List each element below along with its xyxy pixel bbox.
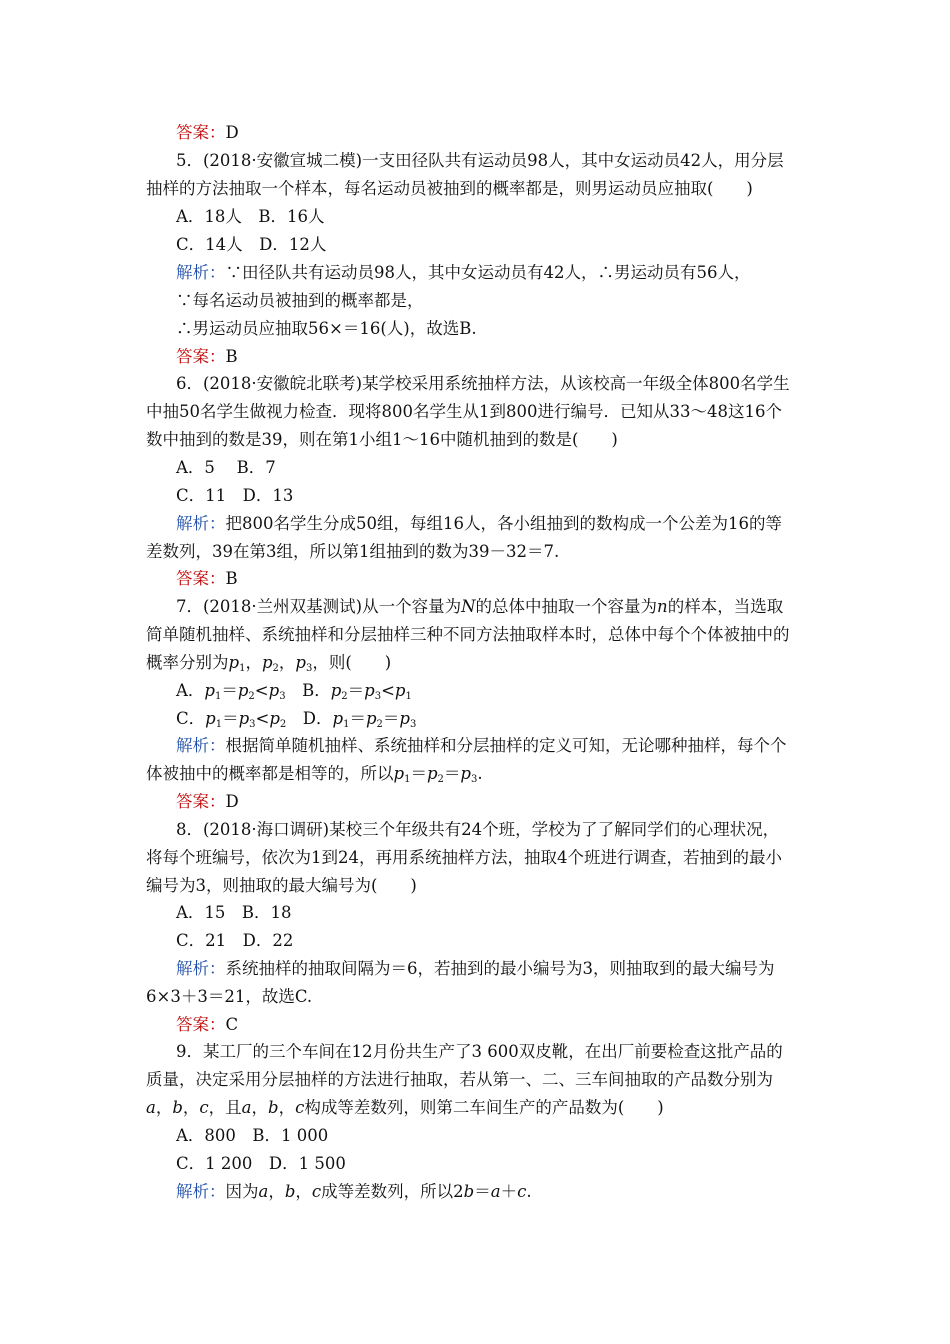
q8-stem-line1: 8．(2018·海口调研)某校三个年级共有24个班，学校为了了解同学们的心理状况， [176,820,780,839]
q7-stem-line2: 简单随机抽样、系统抽样和分层抽样三种不同方法抽取样本时，总体中每个个体被抽中的 [146,625,790,644]
q6-stem-line1: 6．(2018·安徽皖北联考)某学校采用系统抽样方法，从该校高一年级全体800名学生 [176,374,790,393]
answer-value: B [225,569,238,588]
q7-solution-line2: 体被抽中的概率都是相等的，所以$p_1=p_2=p_3$. [146,764,483,785]
q7-stem-line1: 7．(2018·兰州双基测试)从一个容量为N的总体中抽取一个容量为n的样本，当选取 [176,597,784,616]
answer-value: D [225,792,239,811]
q5-solution-line2: ∵每名运动员被抽到的概率都是， [176,291,424,310]
q5-answer [176,346,238,368]
q5-options-cd: C．14人 D．12人 [176,235,327,254]
q9-stem-line3: a，b，c，且a，b，c构成等差数列，则第二车间生产的产品数为( ) [146,1098,664,1117]
answer-line [176,122,239,144]
q7-options-ab: A．$p_1=p_2<p_3$ B．$p_2=p_3<p_1$ [176,681,412,702]
solution-label: 解析： [176,959,226,978]
q6-solution-line1: 解析：把800名学生分成50组，每组16人，各小组抽到的数构成一个公差为16的等 [176,514,782,533]
answer-label: 答案： [176,792,226,811]
q5-options-ab: A．18人 B．16人 [176,207,325,226]
q9-solution-line1: 解析：因为a，b，c成等差数列，所以2b＝a＋c. [176,1182,532,1201]
q7-answer [176,791,239,813]
q7-stem-line3: 概率分别为$p_1$，$p_2$，$p_3$，则( ) [146,653,392,674]
q6-answer [176,568,238,590]
q5-stem-line1: 5．(2018·安徽宣城二模)一支田径队共有运动员98人，其中女运动员42人，用分层 [176,151,784,170]
q9-options-ab: A．800 B．1 000 [176,1126,329,1145]
q6-solution-line2: 差数列，39在第3组，所以第1组抽到的数为39－32＝7. [146,542,560,561]
solution-label: 解析： [176,1182,226,1201]
q5-stem-line2: 抽样的方法抽取一个样本，每名运动员被抽到的概率都是，则男运动员应抽取( ) [146,179,753,198]
q8-stem-line3: 编号为3，则抽取的最大编号为( ) [146,876,417,895]
q7-options-cd: C．$p_1=p_3<p_2$ D．$p_1=p_2=p_3$ [176,709,417,730]
solution-label: 解析： [176,736,226,755]
q8-answer [176,1014,238,1036]
q6-stem-line3: 数中抽到的数是39，则在第1小组1～16中随机抽到的数是( ) [146,430,618,449]
answer-value: D [225,123,239,142]
q8-stem-line2: 将每个班编号，依次为1到24，再用系统抽样方法，抽取4个班进行调查，若抽到的最小 [146,848,782,867]
answer-label: 答案： [176,347,226,366]
q5-solution-line3: ∴男运动员应抽取56×＝16(人)，故选B. [176,319,477,338]
solution-label: 解析： [176,514,226,533]
q8-solution-line2: 6×3＋3＝21，故选C. [146,987,313,1006]
q7-solution-line1: 解析：根据简单随机抽样、系统抽样和分层抽样的定义可知，无论哪种抽样，每个个 [176,736,787,755]
solution-label: 解析： [176,263,226,282]
q8-options-cd: C．21 D．22 [176,931,294,950]
q9-stem-line2: 质量，决定采用分层抽样的方法进行抽取，若从第一、二、三车间抽取的产品数分别为 [146,1070,773,1089]
answer-label: 答案： [176,569,226,588]
q9-options-cd: C．1 200 D．1 500 [176,1154,346,1173]
q6-options-ab: A．5 B．7 [176,458,276,477]
q6-stem-line2: 中抽50名学生做视力检查．现将800名学生从1到800进行编号．已知从33～48这16个 [146,402,782,421]
answer-label: 答案： [176,123,226,142]
q9-stem-line1: 9．某工厂的三个车间在12月份共生产了3 600双皮靴，在出厂前要检查这批产品的 [176,1042,783,1061]
q6-options-cd: C．11 D．13 [176,486,294,505]
q8-options-ab: A．15 B．18 [176,903,292,922]
q5-solution-line1: 解析：∵田径队共有运动员98人，其中女运动员有42人，∴男运动员有56人， [176,263,751,282]
answer-value: C [225,1015,239,1034]
answer-value: B [225,347,238,366]
q8-solution-line1: 解析：系统抽样的抽取间隔为＝6，若抽到的最小编号为3，则抽取到的最大编号为 [176,959,775,978]
answer-label: 答案： [176,1015,226,1034]
